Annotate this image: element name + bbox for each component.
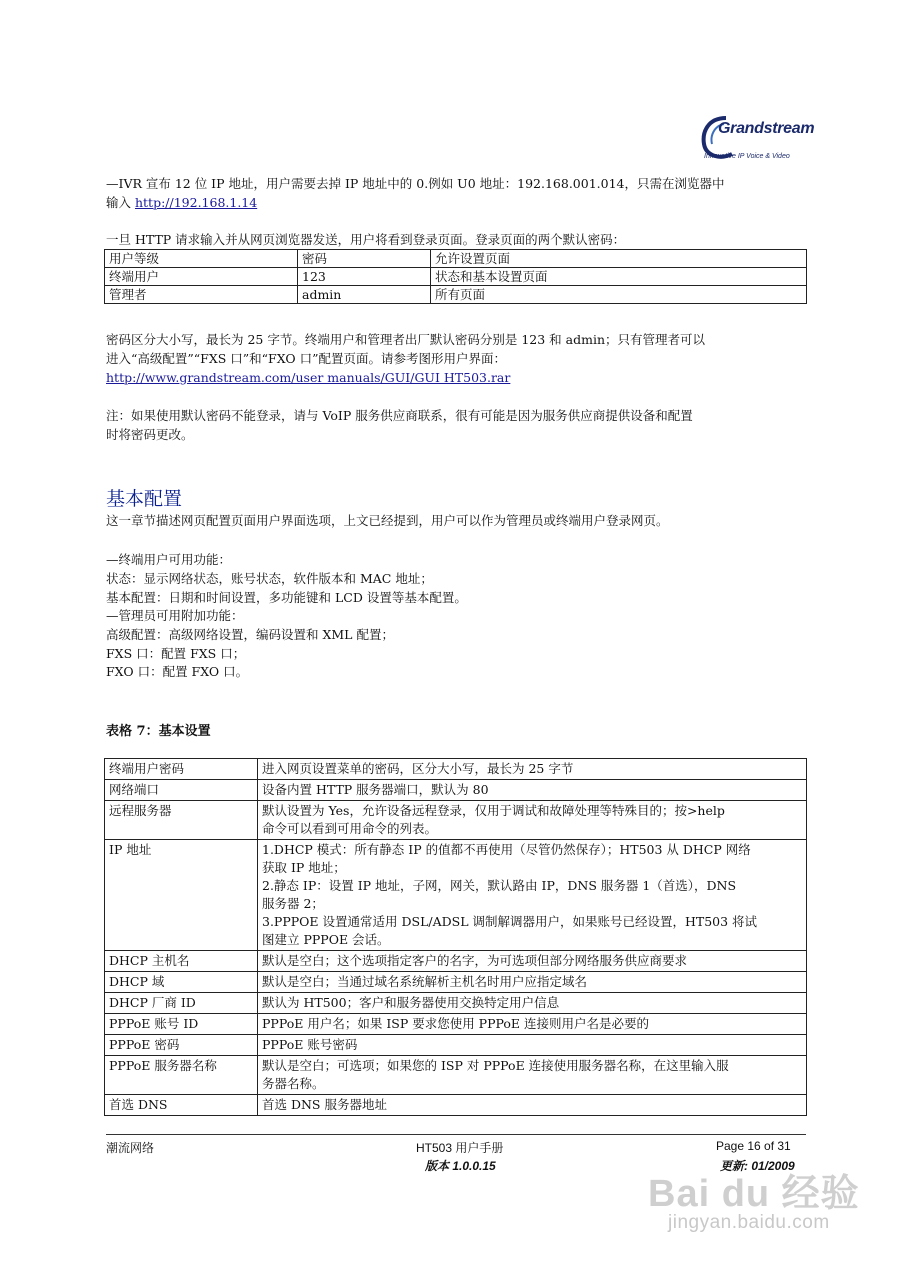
setting-desc-line: PPPoE 账号密码 <box>262 1037 358 1052</box>
watermark-logo: Bai du 经验 <box>648 1173 860 1215</box>
setting-name-cell: PPPoE 账号 ID <box>105 1014 258 1035</box>
table-header-cell: 用户等级 <box>105 250 298 268</box>
setting-desc-line: 默认是空白；可选项；如果您的 ISP 对 PPPoE 连接使用服务器名称，在这里输入服 <box>262 1058 729 1073</box>
intro-line-1: —IVR 宣布 12 位 IP 地址，用户需要去掉 IP 地址中的 0.例如 U0 地址：192.168.001.014，只需在浏览器中 <box>106 176 725 191</box>
setting-desc-line: 进入网页设置菜单的密码，区分大小写，最长为 25 字节 <box>262 761 574 776</box>
setting-desc-cell <box>258 1056 807 1095</box>
feature-line: —终端用户可用功能： <box>106 552 232 567</box>
setting-desc-line: 首选 DNS 服务器地址 <box>262 1097 387 1112</box>
setting-desc-line: 默认设置为 Yes，允许设备远程登录，仅用于调试和故障处理等特殊目的；按>help <box>262 803 725 818</box>
setting-desc-cell <box>258 972 807 993</box>
table-row <box>105 840 807 951</box>
footer-version: 版本 1.0.0.15 <box>425 1159 496 1173</box>
section-description: 这一章节描述网页配置页面用户界面选项，上文已经提到，用户可以作为管理员或终端用户登录网页。 <box>106 513 669 528</box>
logo-tagline: Innovative IP Voice & Video <box>704 153 790 160</box>
table-row <box>105 951 807 972</box>
table-header-cell: 密码 <box>298 250 431 268</box>
setting-desc-line: 务器名称。 <box>262 1076 325 1091</box>
feature-line: 基本配置：日期和时间设置，多功能键和 LCD 设置等基本配置。 <box>106 590 467 605</box>
intro-line-2-prefix: 输入 <box>106 195 135 210</box>
setting-desc-cell <box>258 993 807 1014</box>
setting-name-cell: 首选 DNS <box>105 1095 258 1116</box>
setting-desc-line: 默认是空白；这个选项指定客户的名字，为可选项但部分网络服务供应商要求 <box>262 953 688 968</box>
password-note-line-1: 密码区分大小写，最长为 25 字节。终端用户和管理者出厂默认密码分别是 123 和 admin；只有管理者可以 <box>106 332 705 347</box>
setting-name-cell: 远程服务器 <box>105 801 258 840</box>
table-row <box>105 268 807 286</box>
table-caption: 表格 7：基本设置 <box>106 724 211 739</box>
table-row <box>105 993 807 1014</box>
setting-desc-cell <box>258 1035 807 1056</box>
setting-name-cell: DHCP 域 <box>105 972 258 993</box>
setting-desc-cell <box>258 951 807 972</box>
note-line-1: 注：如果使用默认密码不能登录，请与 VoIP 服务供应商联系，很有可能是因为服务供应商提供设备和配置 <box>106 408 693 423</box>
table-row <box>105 286 807 304</box>
table-row <box>105 1056 807 1095</box>
setting-desc-line: 设备内置 HTTP 服务器端口，默认为 80 <box>262 782 489 797</box>
table-cell: 管理者 <box>105 286 298 304</box>
setting-desc-cell <box>258 1095 807 1116</box>
table-cell: 状态和基本设置页面 <box>431 268 807 286</box>
footer-manual-title: HT503 用户手册 <box>416 1141 504 1155</box>
setting-name-cell: IP 地址 <box>105 840 258 951</box>
password-table <box>104 249 807 304</box>
note-line-2: 时将密码更改。 <box>106 427 194 442</box>
setting-desc-cell <box>258 1014 807 1035</box>
setting-name-cell: DHCP 厂商 ID <box>105 993 258 1014</box>
gui-download-link[interactable]: http://www.grandstream.com/user manuals/GUI/GUI HT503.rar <box>106 370 511 385</box>
feature-line: —管理员可用附加功能： <box>106 608 244 623</box>
table-row <box>105 1014 807 1035</box>
setting-desc-line: 2.静态 IP：设置 IP 地址，子网，网关，默认路由 IP，DNS 服务器 1（首选），DNS <box>262 878 737 893</box>
table-row <box>105 1095 807 1116</box>
setting-desc-line: 1.DHCP 模式：所有静态 IP 的值都不再使用（尽管仍然保存）；HT503 从 DHCP 网络 <box>262 842 751 857</box>
password-note-line-2: 进入“高级配置”“FXS 口”和“FXO 口”配置页面。请参考图形用户界面： <box>106 351 507 366</box>
setting-desc-line: 图建立 PPPOE 会话。 <box>262 932 390 947</box>
setting-desc-line: 3.PPPOE 设置通常适用 DSL/ADSL 调制解调器用户，如果账号已经设置，HT503 将试 <box>262 914 758 929</box>
login-intro: 一旦 HTTP 请求输入并从网页浏览器发送，用户将看到登录页面。登录页面的两个默认密码： <box>106 232 626 247</box>
intro-line-2 <box>106 194 257 212</box>
setting-desc-cell <box>258 759 807 780</box>
setting-desc-line: 默认是空白；当通过域名系统解析主机名时用户应指定域名 <box>262 974 588 989</box>
table-cell: 123 <box>298 268 431 286</box>
setting-desc-line: 服务器 2； <box>262 896 324 911</box>
setting-desc-cell <box>258 840 807 951</box>
table-row <box>105 780 807 801</box>
watermark-url: jingyan.baidu.com <box>668 1212 830 1233</box>
settings-table-body <box>105 759 807 1116</box>
setting-name-cell: DHCP 主机名 <box>105 951 258 972</box>
footer-rule <box>106 1134 806 1135</box>
feature-line: 高级配置：高级网络设置，编码设置和 XML 配置； <box>106 627 394 642</box>
setting-desc-cell <box>258 801 807 840</box>
table-header-row <box>105 250 807 268</box>
table-cell: 终端用户 <box>105 268 298 286</box>
feature-line: FXO 口：配置 FXO 口。 <box>106 664 249 679</box>
footer-update-date: 更新: 01/2009 <box>720 1159 795 1173</box>
setting-name-cell: 网络端口 <box>105 780 258 801</box>
feature-line: 状态：显示网络状态，账号状态，软件版本和 MAC 地址； <box>106 571 433 586</box>
setting-desc-line: 命令可以看到可用命令的列表。 <box>262 821 438 836</box>
section-heading: 基本配置 <box>106 488 183 510</box>
setting-name-cell: PPPoE 服务器名称 <box>105 1056 258 1095</box>
basic-settings-table <box>104 758 807 1116</box>
footer-page-number: Page 16 of 31 <box>716 1139 791 1153</box>
device-ip-link[interactable]: http://192.168.1.14 <box>134 195 258 210</box>
gui-link-line <box>106 369 510 387</box>
logo-brand: Grandstream <box>718 120 815 137</box>
table-cell: 所有页面 <box>431 286 807 304</box>
table-cell: admin <box>298 286 431 304</box>
setting-desc-line: PPPoE 用户名；如果 ISP 要求您使用 PPPoE 连接则用户名是必要的 <box>262 1016 650 1031</box>
table-row <box>105 759 807 780</box>
table-row <box>105 1035 807 1056</box>
setting-name-cell: PPPoE 密码 <box>105 1035 258 1056</box>
setting-desc-line: 默认为 HT500；客户和服务器使用交换特定用户信息 <box>262 995 560 1010</box>
table-row <box>105 801 807 840</box>
setting-name-cell: 终端用户密码 <box>105 759 258 780</box>
footer-company: 潮流网络 <box>106 1141 155 1155</box>
setting-desc-cell <box>258 780 807 801</box>
table-row <box>105 972 807 993</box>
table-header-cell: 允许设置页面 <box>431 250 807 268</box>
setting-desc-line: 获取 IP 地址； <box>262 860 346 875</box>
feature-line: FXS 口：配置 FXS 口； <box>106 646 246 661</box>
